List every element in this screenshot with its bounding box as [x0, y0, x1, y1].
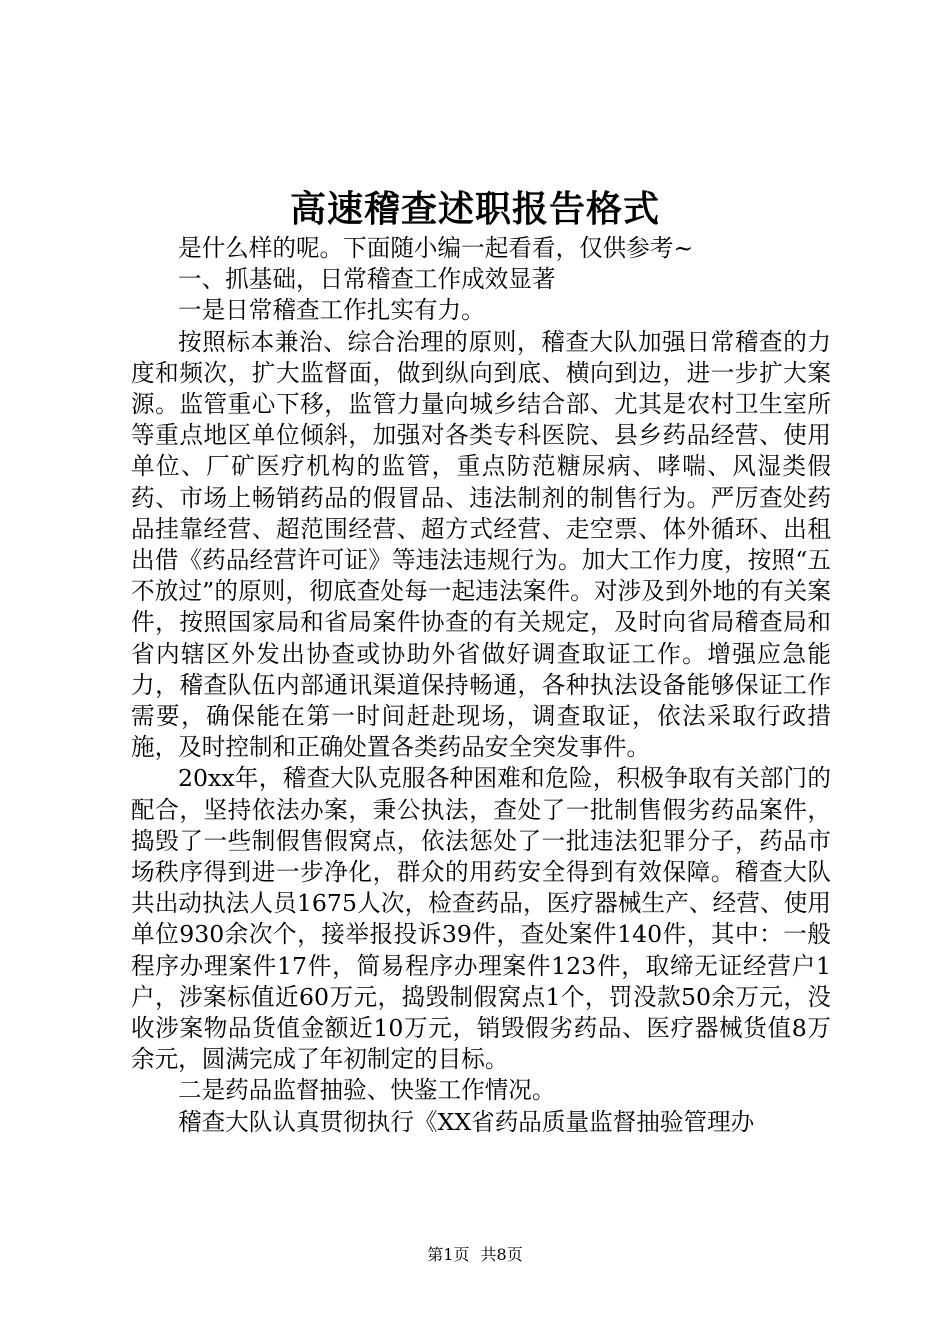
paragraph: 是什么样的呢。下面随小编一起看看，仅供参考~ [178, 234, 694, 262]
page-total: 共8页 [480, 1245, 523, 1264]
document-title: 高速稽查述职报告格式 [289, 188, 660, 230]
paragraph: 20xx年，稽查大队克服各种困难和危险，积极争取有关部门的配合，坚持依法办案，秉公执法，查处了一批制售假劣药品案件，捣毁了一些制假售假窝点，依法惩处了一批违法犯罪分子，药品市场秩序得到进一步净化，群众的用药安全得到有效保障。稽查大队共出动执法人员1675人次，检查药品，医疗器械生产、经营、使用单位930余次个，接举报投诉39件，查处案件140件，其中：一般程序办理案件17件，简易程序办理案件123件，取缔无证经营户1户，涉案标值近60万元，捣毁制假窝点1个，罚没款50余万元，没收涉案物品货值金额近10万元，销毁假劣药品、医疗器械货值8万余元，圆满完成了年初制定的目标。 [131, 764, 831, 1074]
document-body [131, 233, 831, 1138]
paragraph-heading: 一、抓基础，日常稽查工作成效显著 [178, 265, 556, 294]
paragraph: 稽查大队认真贯彻执行《XX省药品质量监督抽验管理办 [178, 1107, 755, 1136]
paragraph-subheading: 一是日常稽查工作扎实有力。 [178, 296, 485, 325]
page-footer [0, 1243, 950, 1267]
paragraph-subheading: 二是药品监督抽验、快鉴工作情况。 [178, 1076, 556, 1105]
paragraph: 按照标本兼治、综合治理的原则，稽查大队加强日常稽查的力度和频次，扩大监督面，做到纵向到底、横向到边，进一步扩大案源。监管重心下移，监管力量向城乡结合部、尤其是农村卫生室所等重点地区单位倾斜，加强对各类专科医院、县乡药品经营、使用单位、厂矿医疗机构的监管，重点防范糖尿病、哮喘、风湿类假药、市场上畅销药品的假冒品、违法制剂的制售行为。严厉查处药品挂靠经营、超范围经营、超方式经营、走空票、体外循环、出租出借《药品经营许可证》等违法违规行为。加大工作力度，按照“五不放过”的原则，彻底查处每一起违法案件。对涉及到外地的有关案件，按照国家局和省局案件协查的有关规定，及时向省局稽查局和省内辖区外发出协查或协助外省做好调查取证工作。增强应急能力，稽查队伍内部通讯渠道保持畅通，各种执法设备能够保证工作需要，确保能在第一时间赶赴现场，调查取证，依法采取行政措施，及时控制和正确处置各类药品安全突发事件。 [131, 327, 831, 762]
page-number: 第1页 [427, 1245, 470, 1264]
